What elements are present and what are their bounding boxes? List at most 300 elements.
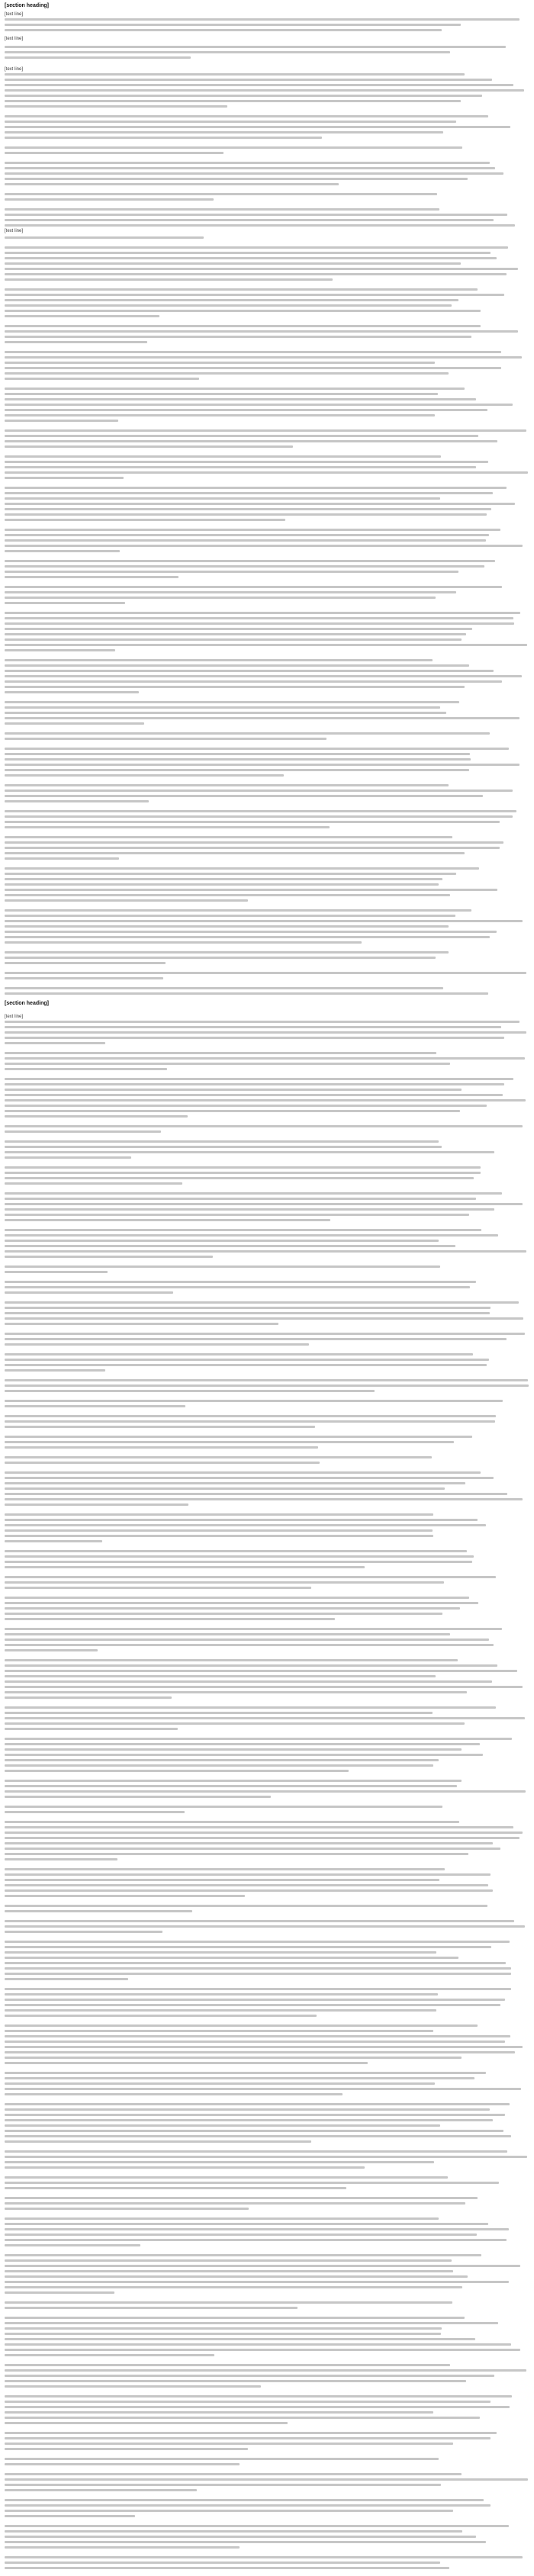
text-line-placeholder <box>5 1649 98 1651</box>
text-line-placeholder <box>5 372 449 375</box>
text-line-placeholder <box>5 1301 519 1304</box>
text-line-placeholder <box>5 440 497 442</box>
text-line-placeholder <box>5 670 494 672</box>
text-line-placeholder <box>5 2354 214 2356</box>
text-line-placeholder <box>5 492 493 494</box>
text-line-placeholder <box>5 1826 513 1828</box>
text-line-placeholder <box>5 1307 491 1309</box>
text-line-placeholder <box>5 867 479 870</box>
text-line-placeholder <box>5 1925 525 1928</box>
text-line-placeholder <box>5 2291 114 2294</box>
text-line-placeholder <box>5 1519 478 1521</box>
text-line-placeholder <box>5 398 476 400</box>
text-line-placeholder <box>5 1125 523 1127</box>
text-line-placeholder <box>5 2473 462 2475</box>
text-line-placeholder <box>5 2525 509 2527</box>
text-line-placeholder <box>5 2233 477 2236</box>
text-line-placeholder <box>5 1946 491 1948</box>
text-line-placeholder <box>5 2270 453 2272</box>
text-line-placeholder <box>5 2130 503 2132</box>
text-line-placeholder <box>5 732 490 735</box>
text-line-placeholder <box>5 931 497 933</box>
text-line-placeholder <box>5 1576 496 1578</box>
text-line-placeholder <box>5 2281 509 2283</box>
text-line-placeholder <box>5 957 436 959</box>
text-line-placeholder <box>5 131 443 133</box>
text-line-placeholder <box>5 1639 489 1641</box>
text-line-placeholder <box>5 1889 493 1892</box>
text-line-placeholder <box>5 1384 529 1387</box>
text-line-placeholder <box>5 2124 440 2127</box>
text-line-placeholder <box>5 706 440 709</box>
text-line-placeholder <box>5 288 478 291</box>
text-line-placeholder <box>5 1177 474 1179</box>
text-line-placeholder <box>5 764 520 766</box>
text-line-placeholder <box>5 622 514 625</box>
text-line-placeholder <box>5 126 510 128</box>
text-line-placeholder <box>5 2217 439 2220</box>
text-line-placeholder <box>5 1462 320 1464</box>
text-line-placeholder <box>5 2041 505 2043</box>
text-line-placeholder <box>5 1540 102 1542</box>
text-line-placeholder <box>5 1323 278 1325</box>
text-line-placeholder <box>5 2395 512 2398</box>
text-line-placeholder <box>5 1436 472 1438</box>
text-line-placeholder <box>5 1400 503 1402</box>
text-line-placeholder <box>5 513 487 516</box>
text-line-placeholder <box>5 2530 462 2533</box>
text-line-placeholder <box>5 1895 245 1897</box>
text-line-placeholder <box>5 167 495 169</box>
text-line-placeholder <box>5 105 227 108</box>
text-line-placeholder <box>5 1256 213 1258</box>
text-line-placeholder <box>5 644 527 646</box>
text-line-placeholder <box>5 341 147 343</box>
text-line-placeholder <box>5 455 441 458</box>
text-line-placeholder <box>5 519 285 521</box>
text-line-placeholder <box>5 393 438 395</box>
text-line-placeholder <box>5 2322 498 2324</box>
text-line-placeholder <box>5 1172 481 1174</box>
text-line-placeholder <box>5 774 284 777</box>
text-line-placeholder <box>5 1182 182 1185</box>
text-line-placeholder <box>5 198 214 201</box>
text-line-placeholder <box>5 1513 433 1516</box>
text-line-placeholder <box>5 1796 271 1798</box>
text-line-placeholder <box>5 351 501 353</box>
text-line-placeholder <box>5 852 465 854</box>
text-line-placeholder <box>5 2009 436 2012</box>
text-line-placeholder <box>5 1089 462 1091</box>
text-line-placeholder <box>5 115 488 117</box>
text-line-placeholder <box>5 1999 505 2001</box>
text-line-placeholder <box>5 1853 468 1855</box>
text-line-placeholder <box>5 310 481 312</box>
text-line-placeholder <box>5 219 494 221</box>
text-line-placeholder <box>5 758 471 761</box>
text-line-placeholder <box>5 214 507 216</box>
text-line-placeholder <box>5 769 469 771</box>
text-line: [text line] <box>5 1015 24 1019</box>
text-line-placeholder <box>5 1535 433 1537</box>
text-line-placeholder <box>5 2380 466 2382</box>
text-line-placeholder <box>5 1037 504 1039</box>
text-line-placeholder <box>5 1271 108 1273</box>
text-line-placeholder <box>5 784 449 786</box>
text-line-placeholder <box>5 1712 433 1714</box>
text-line-placeholder <box>5 909 471 912</box>
text-line-placeholder <box>5 2057 462 2059</box>
text-line-placeholder <box>5 466 476 468</box>
text-line-placeholder <box>5 420 118 422</box>
text-line-placeholder <box>5 1042 105 1044</box>
text-line-placeholder <box>5 2223 488 2225</box>
text-line-placeholder <box>5 2484 441 2486</box>
text-line-placeholder <box>5 2265 520 2267</box>
text-line-placeholder <box>5 445 293 448</box>
text-line-placeholder <box>5 1281 476 1283</box>
text-line-placeholder <box>5 2385 261 2388</box>
text-line-placeholder <box>5 1555 474 1558</box>
text-line-placeholder <box>5 638 462 641</box>
text-line-placeholder <box>5 2327 442 2330</box>
text-line-placeholder <box>5 586 502 588</box>
text-line-placeholder <box>5 701 459 703</box>
text-line-placeholder <box>5 1759 439 1761</box>
text-line-placeholder <box>5 1229 481 1231</box>
text-line-placeholder <box>5 686 465 688</box>
text-line-placeholder <box>5 304 452 307</box>
text-line-placeholder <box>5 977 163 979</box>
text-line-placeholder <box>5 2228 509 2230</box>
text-line-placeholder <box>5 2401 491 2403</box>
text-line-placeholder <box>5 591 456 593</box>
text-line-placeholder <box>5 172 503 175</box>
text-line-placeholder <box>5 2114 505 2116</box>
text-line-placeholder <box>5 1471 481 1474</box>
text-line-placeholder <box>5 1529 433 1532</box>
text-line-placeholder <box>5 1068 167 1070</box>
text-line-placeholder <box>5 367 501 369</box>
text-line-placeholder <box>5 1146 442 1148</box>
text-line-placeholder <box>5 2556 523 2558</box>
text-line-placeholder <box>5 675 522 677</box>
text-line-placeholder <box>5 2244 140 2246</box>
text-line-placeholder <box>5 1265 440 1268</box>
text-line-placeholder <box>5 2166 365 2169</box>
text-line-placeholder <box>5 2546 240 2549</box>
text-line-placeholder <box>5 1868 445 1870</box>
text-line-placeholder <box>5 1503 188 1506</box>
text-line-placeholder <box>5 79 492 81</box>
text-line-placeholder <box>5 1754 483 1756</box>
text-line-placeholder <box>5 841 503 844</box>
text-line-placeholder <box>5 571 458 573</box>
text-line-placeholder <box>5 162 490 164</box>
text-line-placeholder <box>5 1078 513 1080</box>
text-line-placeholder <box>5 2301 452 2304</box>
text-line-placeholder <box>5 836 452 838</box>
text-line: [text line] <box>5 12 24 17</box>
text-line-placeholder <box>5 1587 311 1589</box>
text-line-placeholder <box>5 2286 462 2288</box>
text-line-placeholder <box>5 2417 480 2419</box>
text-line-placeholder <box>5 962 166 964</box>
text-line-placeholder <box>5 795 483 797</box>
text-line-placeholder <box>5 2259 452 2262</box>
text-line-placeholder <box>5 2432 497 2434</box>
text-line-placeholder <box>5 1728 178 1730</box>
text-line-placeholder <box>5 51 450 53</box>
text-line-placeholder <box>5 1446 318 1449</box>
text-line-placeholder <box>5 146 462 149</box>
text-line-placeholder <box>5 1566 365 1568</box>
text-line-placeholder <box>5 1696 172 1699</box>
text-line-placeholder <box>5 1420 495 1423</box>
text-line-placeholder <box>5 152 224 154</box>
text-line-placeholder <box>5 2307 298 2309</box>
text-line-placeholder <box>5 821 500 823</box>
text-line-placeholder <box>5 2448 248 2450</box>
text-line-placeholder <box>5 2062 368 2064</box>
text-line-placeholder <box>5 1338 507 1340</box>
text-line-placeholder <box>5 356 522 359</box>
text-line-placeholder <box>5 2541 486 2543</box>
text-line-placeholder <box>5 1312 490 1314</box>
text-line-placeholder <box>5 1837 520 1839</box>
text-line-placeholder <box>5 1967 511 1970</box>
text-line-placeholder <box>5 2254 481 2256</box>
text-line-placeholder <box>5 378 199 380</box>
text-line-placeholder <box>5 1780 462 1782</box>
text-line-placeholder <box>5 2567 449 2569</box>
text-line-placeholder <box>5 2458 439 2460</box>
text-line-placeholder <box>5 1978 128 1980</box>
text-line-placeholder <box>5 1379 528 1381</box>
text-line-placeholder <box>5 1680 492 1683</box>
text-line-placeholder <box>5 659 433 661</box>
text-line-placeholder <box>5 2208 249 2210</box>
text-line-placeholder <box>5 95 482 97</box>
text-line-placeholder <box>5 1920 514 1922</box>
text-line-placeholder <box>5 2202 465 2205</box>
text-line-placeholder <box>5 330 518 333</box>
text-line-placeholder <box>5 1487 445 1490</box>
text-line-placeholder <box>5 1785 457 1787</box>
text-line-placeholder <box>5 1353 473 1356</box>
text-line-placeholder <box>5 1240 439 1242</box>
text-line-placeholder <box>5 889 497 891</box>
text-line-placeholder <box>5 1524 486 1526</box>
text-line-placeholder <box>5 873 456 875</box>
text-line-placeholder <box>5 847 500 849</box>
text-line-placeholder <box>5 257 497 259</box>
text-line-placeholder <box>5 1842 493 1844</box>
text-line-placeholder <box>5 1717 525 1719</box>
text-line-placeholder <box>5 1208 494 1211</box>
text-line-placeholder <box>5 1644 494 1646</box>
text-line-placeholder <box>5 2051 515 2053</box>
text-line-placeholder <box>5 1706 496 1709</box>
text-line-placeholder <box>5 664 469 667</box>
text-line-placeholder <box>5 1250 526 1253</box>
text-line-placeholder <box>5 712 446 714</box>
text-line-placeholder <box>5 2443 453 2445</box>
text-line-placeholder <box>5 2333 441 2335</box>
text-line-placeholder <box>5 2035 510 2037</box>
text-line-placeholder <box>5 18 520 21</box>
text-line-placeholder <box>5 1083 504 1085</box>
text-line-placeholder <box>5 565 484 568</box>
text-line-placeholder <box>5 534 489 536</box>
text-line-placeholder <box>5 800 149 802</box>
text-line-placeholder <box>5 278 333 281</box>
text-line-placeholder <box>5 404 513 406</box>
text-line-placeholder <box>5 1343 309 1346</box>
text-line-placeholder <box>5 1198 476 1200</box>
text-line-placeholder <box>5 246 508 249</box>
text-line-placeholder <box>5 477 124 479</box>
text-line-placeholder <box>5 2197 478 2199</box>
text-line-placeholder <box>5 722 144 725</box>
text-line-placeholder <box>5 545 523 547</box>
text-line-placeholder <box>5 1670 517 1672</box>
text-line-placeholder <box>5 1405 185 1407</box>
text-line-placeholder <box>5 1369 105 1372</box>
text-line-placeholder <box>5 1234 498 1237</box>
text-line-placeholder <box>5 1722 465 1725</box>
text-line-placeholder <box>5 2156 527 2158</box>
text-line-placeholder <box>5 262 461 265</box>
text-line-placeholder <box>5 1052 436 1054</box>
text-line-placeholder <box>5 2015 317 2017</box>
text-line-placeholder <box>5 2510 453 2512</box>
text-line-placeholder <box>5 1493 507 1495</box>
text-line-placeholder <box>5 1415 496 1417</box>
text-line-placeholder <box>5 936 490 938</box>
text-line-placeholder <box>5 2422 288 2424</box>
text-line-placeholder <box>5 1456 432 1458</box>
text-line-placeholder <box>5 273 507 275</box>
text-line-placeholder <box>5 539 486 542</box>
text-line-placeholder <box>5 987 443 989</box>
text-line-placeholder <box>5 224 515 227</box>
text-line-placeholder <box>5 1364 487 1366</box>
text-line-placeholder <box>5 1156 131 1159</box>
text-line-placeholder <box>5 1477 494 1479</box>
text-line-placeholder <box>5 972 526 974</box>
text-line-placeholder <box>5 883 439 886</box>
text-line: [text line] <box>5 67 24 72</box>
text-line-placeholder <box>5 1951 436 1954</box>
text-line-placeholder <box>5 1738 512 1740</box>
text-line-placeholder <box>5 193 437 195</box>
text-line-placeholder <box>5 941 362 944</box>
text-line-placeholder <box>5 1426 315 1428</box>
text-line-placeholder <box>5 1099 526 1101</box>
text-line-placeholder <box>5 1317 523 1320</box>
text-line-placeholder <box>5 2478 528 2481</box>
text-line-placeholder <box>5 208 439 211</box>
text-line-placeholder <box>5 2088 521 2090</box>
text-line-placeholder <box>5 1214 469 1216</box>
text-line-placeholder <box>5 1957 458 1959</box>
text-line-placeholder <box>5 2140 311 2143</box>
text-line-placeholder <box>5 1962 506 1964</box>
text-line-placeholder <box>5 753 470 755</box>
text-line-placeholder <box>5 628 472 630</box>
text-line-placeholder <box>5 497 440 500</box>
text-line-placeholder <box>5 2275 468 2278</box>
text-line-placeholder <box>5 529 500 531</box>
text-line-placeholder <box>5 336 471 338</box>
text-line-placeholder <box>5 2364 450 2366</box>
text-line-placeholder <box>5 576 179 578</box>
text-line-placeholder <box>5 1140 439 1143</box>
text-line-placeholder <box>5 299 458 301</box>
text-line-placeholder <box>5 1691 467 1693</box>
text-line-placeholder <box>5 560 495 562</box>
text-line-placeholder <box>5 178 468 180</box>
text-line-placeholder <box>5 2499 484 2501</box>
text-line-placeholder <box>5 1498 523 1500</box>
text-line-placeholder <box>5 73 465 76</box>
text-line-placeholder <box>5 2030 433 2032</box>
text-line-placeholder <box>5 294 504 296</box>
text-line-placeholder <box>5 1597 469 1599</box>
text-line-placeholder <box>5 1628 502 1630</box>
text-line-placeholder <box>5 46 506 48</box>
text-line-placeholder <box>5 1873 491 1876</box>
text-line-placeholder <box>5 2349 520 2351</box>
text-line-placeholder <box>5 2150 507 2153</box>
text-line-placeholder <box>5 1618 335 1620</box>
text-line-placeholder <box>5 2375 494 2377</box>
text-line-placeholder <box>5 1166 481 1169</box>
text-line-placeholder <box>5 1482 465 1484</box>
text-line-placeholder <box>5 1245 455 1247</box>
text-line-placeholder <box>5 2093 343 2095</box>
text-line-placeholder <box>5 602 125 604</box>
text-line-placeholder <box>5 89 524 92</box>
text-line-placeholder <box>5 992 488 995</box>
text-line-placeholder <box>5 1105 487 1107</box>
text-line-placeholder <box>5 2108 490 2111</box>
text-line-placeholder <box>5 1910 192 1912</box>
text-line-placeholder <box>5 315 159 317</box>
text-line-placeholder <box>5 1806 442 1808</box>
text-line-placeholder <box>5 2046 523 2048</box>
text-line-placeholder <box>5 1063 450 1065</box>
text-line-placeholder <box>5 29 442 31</box>
text-line-placeholder <box>5 121 456 123</box>
text-line-placeholder <box>5 1115 188 1118</box>
text-line-placeholder <box>5 2135 511 2137</box>
text-line-placeholder <box>5 2072 486 2074</box>
text-line-placeholder <box>5 1764 433 1767</box>
text-line-placeholder <box>5 612 520 614</box>
text-line-placeholder <box>5 2489 197 2491</box>
text-line-placeholder <box>5 717 520 719</box>
text-line-placeholder <box>5 1203 523 1205</box>
text-line-placeholder <box>5 1602 478 1604</box>
text-line-placeholder <box>5 2411 433 2414</box>
text-line-placeholder <box>5 1441 454 1443</box>
text-line-placeholder <box>5 815 513 818</box>
text-line-placeholder <box>5 2161 434 2163</box>
text-line-placeholder <box>5 1094 503 1096</box>
text-line-placeholder <box>5 2317 465 2319</box>
